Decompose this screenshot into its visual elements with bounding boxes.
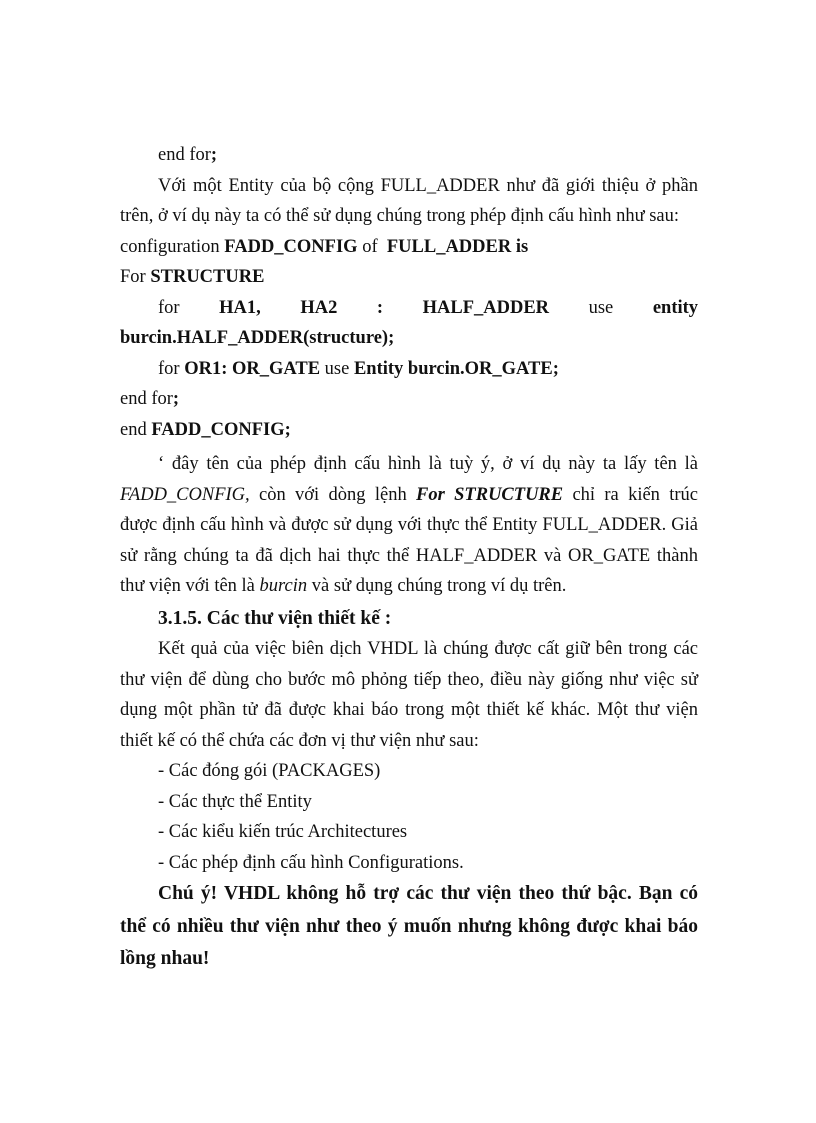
- kw-for: For: [120, 267, 146, 287]
- note-line1: Chú ý! VHDL không hỗ trợ các thư viện theo thứ bậc. Bạn có: [158, 883, 698, 904]
- code-end-for-1: [120, 140, 698, 171]
- body-text: dụng một phần tử đã được khai báo trong một thiết kế khác. Một thư viện: [120, 700, 698, 720]
- intro-text: Với một Entity của bộ cộng FULL_ADDER như đã giới thiệu ở phần: [158, 175, 698, 196]
- half-adder: HALF_ADDER: [422, 297, 550, 318]
- explain-line4: [120, 541, 698, 572]
- semicolon: ;: [210, 145, 218, 165]
- kw-for: for: [158, 297, 180, 318]
- code-for-ha-cont: [120, 323, 698, 354]
- explain-line3: [120, 510, 698, 541]
- intro-paragraph-line1: [120, 171, 698, 202]
- ha1: HA1,: [219, 297, 261, 318]
- note-block: [120, 878, 698, 976]
- body-text: thiết kế có thể chứa các đơn vị thư viện như sau:: [120, 730, 479, 751]
- half-adder-structure: burcin.HALF_ADDER(structure);: [120, 328, 395, 348]
- explain-line5: [120, 571, 698, 602]
- section-heading: 3.1.5. Các thư viện thiết kế :: [158, 607, 392, 629]
- kw-use: use: [324, 358, 350, 379]
- list-item: - Các kiểu kiến trúc Architectures: [158, 822, 408, 842]
- kw-end: end: [120, 419, 147, 440]
- intro-text-cont: trên, ở ví dụ này ta có thể sử dụng chúng trong phép định cấu hình như sau:: [120, 206, 680, 226]
- kw-for: for: [158, 358, 180, 379]
- document-page: [120, 140, 698, 976]
- explain-line2: [120, 480, 698, 511]
- explain-text: thư viện với tên là: [120, 576, 260, 596]
- kw-configuration: configuration: [120, 236, 220, 257]
- explain-text: và sử dụng chúng trong ví dụ trên.: [307, 576, 567, 596]
- body-text: Kết quả của việc biên dịch VHDL là chúng được cất giữ bên trong các: [158, 639, 698, 659]
- fadd-config-italic: FADD_CONFIG,: [120, 484, 250, 505]
- explain-text: được định cấu hình và được sử dụng với thực thể Entity FULL_ADDER. Giả: [120, 515, 698, 535]
- kw-use: use: [588, 297, 614, 318]
- or1-or-gate: OR1: OR_GATE: [184, 358, 321, 379]
- colon: :: [376, 297, 384, 318]
- code-configuration-line: [120, 232, 698, 263]
- structure-name: STRUCTURE: [150, 267, 265, 287]
- explain-text: sử rằng chúng ta đã dịch hai thực thể HALF_ADDER và OR_GATE thành: [120, 545, 698, 566]
- note-line3: lồng nhau!: [120, 948, 210, 969]
- for-structure-bold-italic: For STRUCTURE: [416, 484, 564, 505]
- code-end-config: [120, 415, 698, 446]
- section-body-line3: [120, 695, 698, 726]
- kw-entity: entity: [652, 297, 699, 318]
- section-body-line1: [120, 634, 698, 665]
- kw-end-for: end for: [158, 145, 211, 165]
- code-for-ha-line: [120, 293, 698, 324]
- config-name: FADD_CONFIG: [224, 236, 358, 257]
- explain-text: ‘ đây tên của phép định cấu hình là tuỳ ý, ở ví dụ này ta lấy tên là: [158, 454, 698, 474]
- ha2: HA2: [300, 297, 338, 318]
- explain-line1: [120, 449, 698, 480]
- intro-paragraph-line2: [120, 201, 698, 232]
- config-entity: FULL_ADDER is: [386, 236, 529, 257]
- code-for-structure-line: [120, 262, 698, 293]
- explain-text: chỉ ra kiến trúc: [563, 484, 698, 505]
- note-line2: thể có nhiều thư viện như theo ý muốn nhưng không được khai báo: [120, 915, 698, 937]
- explain-text: còn với dòng lệnh: [249, 484, 417, 505]
- list-item: - Các phép định cấu hình Configurations.: [158, 852, 464, 873]
- end-config-name: FADD_CONFIG;: [151, 419, 291, 440]
- semicolon: ;: [172, 389, 180, 409]
- list-item: - Các thực thể Entity: [158, 791, 312, 812]
- kw-end-for: end for: [120, 389, 173, 409]
- section-body-line4: [120, 726, 698, 757]
- section-body-line2: [120, 665, 698, 696]
- entity-or-gate: Entity burcin.OR_GATE;: [353, 358, 559, 379]
- list-item: - Các đóng gói (PACKAGES): [158, 761, 381, 781]
- body-text: thư viện để dùng cho bước mô phỏng tiếp theo, điều này giống như việc sử: [120, 669, 698, 690]
- kw-of: of: [362, 236, 378, 257]
- burcin-italic: burcin: [259, 576, 308, 596]
- code-for-or-line: [120, 354, 698, 385]
- code-end-for-2: [120, 384, 698, 415]
